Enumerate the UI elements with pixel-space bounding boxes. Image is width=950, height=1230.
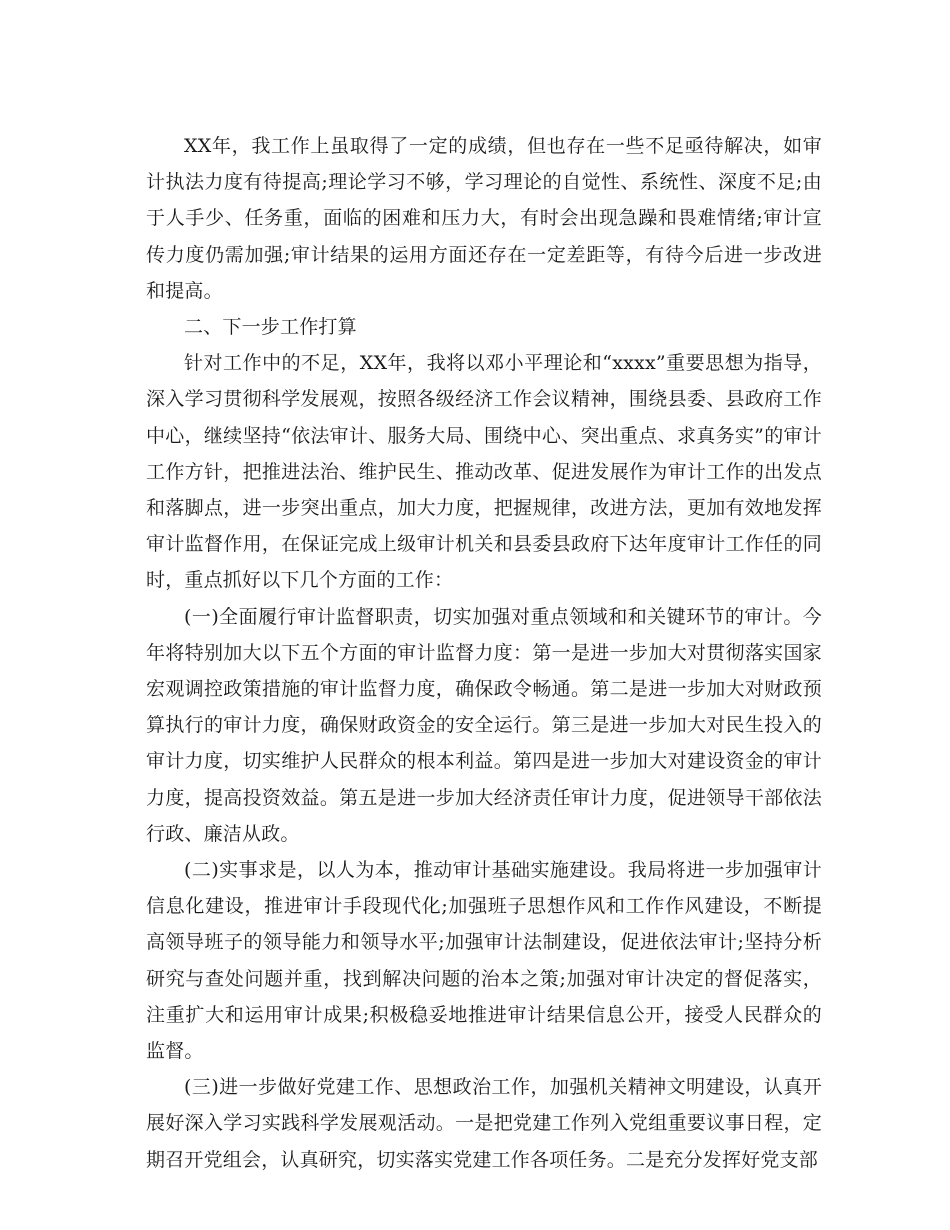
document-body	[146, 128, 822, 1178]
paragraph-item-2: (二)实事求是，以人为本，推动审计基础实施建设。我局将进一步加强审计信息化建设，推进审计手段现代化;加强班子思想作风和工作作风建设，不断提高领导班子的领导能力和领导水平;加强审计法制建设，促进依法审计;坚持分析研究与查处问题并重，找到解决问题的治本之策;加强对审计决定的督促落实，注重扩大和运用审计成果;积极稳妥地推进审计结果信息公开，接受人民群众的监督。	[146, 859, 822, 1063]
paragraph-shortcomings: XX年，我工作上虽取得了一定的成绩，但也存在一些不足亟待解决，如审计执法力度有待提高;理论学习不够，学习理论的自觉性、系统性、深度不足;由于人手少、任务重，面临的困难和压力大，有时会出现急躁和畏难情绪;审计宣传力度仍需加强;审计结果的运用方面还存在一定差距等，有待今后进一步改进和提高。	[146, 135, 822, 302]
section-heading-next-steps: 二、下一步工作打算	[184, 316, 357, 339]
paragraph-item-3: (三)进一步做好党建工作、思想政治工作，加强机关精神文明建设，认真开展好深入学习实践科学发展观活动。一是把党建工作列入党组重要议事日程，定期召开党组会，认真研究，切实落实党建工作各项任务。二是充分发挥好党支部	[146, 1076, 822, 1171]
paragraph-item-1: (一)全面履行审计监督职责，切实加强对重点领域和和关键环节的审计。今年将特别加大以下五个方面的审计监督力度：第一是进一步加大对贯彻落实国家宏观调控政策措施的审计监督力度，确保政令畅通。第二是进一步加大对财政预算执行的审计力度，确保财政资金的安全运行。第三是进一步加大对民生投入的审计力度，切实维护人民群众的根本利益。第四是进一步加大对建设资金的审计力度，提高投资效益。第五是进一步加大经济责任审计力度，促进领导干部依法行政、廉洁从政。	[146, 605, 822, 845]
paragraph-work-plan: 针对工作中的不足，XX年，我将以邓小平理论和“xxxx”重要思想为指导，深入学习贯彻科学发展观，按照各级经济工作会议精神，围绕县委、县政府工作中心，继续坚持“依法审计、服务大局、围绕中心、突出重点、求真务实”的审计工作方针，把推进法治、维护民生、推动改革、促进发展作为审计工作的出发点和落脚点，进一步突出重点，加大力度，把握规律，改进方法，更加有效地发挥审计监督作用，在保证完成上级审计机关和县委县政府下达年度审计工作任的同时，重点抓好以下几个方面的工作：	[146, 352, 822, 592]
